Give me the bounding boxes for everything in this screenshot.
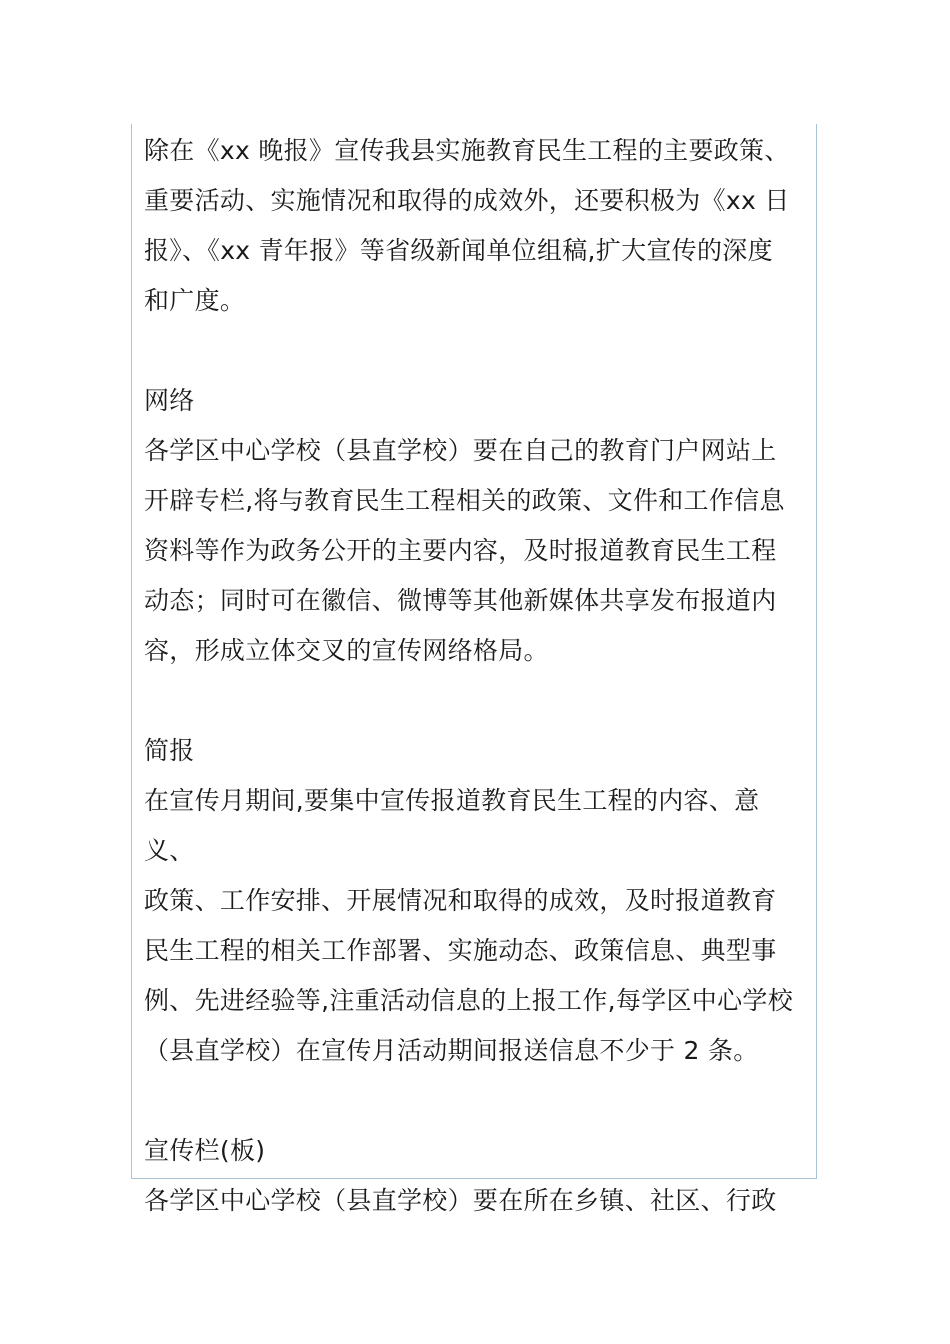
section-board-body: 各学区中心学校（县直学校）要在所在乡镇、社区、行政 xyxy=(144,1186,777,1215)
section-gap xyxy=(144,676,808,726)
section-network-body: 各学区中心学校（县直学校）要在自己的教育门户网站上 开辟专栏,将与教育民生工程相关的政策、文件和工作信息 资料等作为政务公开的主要内容，及时报道教育民生工程 动态；同时可在徽信、微博等其他新媒体共享发布报道内 容，形成立体交叉的宣传网络格局。 xyxy=(144,436,785,665)
document-content xyxy=(144,126,808,1226)
section-board-heading: 宣传栏(板) xyxy=(144,1136,266,1165)
section-newspaper-body: 除在《xx 晚报》宣传我县实施教育民生工程的主要政策、 重要活动、实施情况和取得的成效外，还要积极为《xx 日 报》、《xx 青年报》等省级新闻单位组稿,扩大宣传的深度 和广度。 xyxy=(144,136,790,315)
section-bulletin-heading: 简报 xyxy=(144,736,195,765)
section-network-heading: 网络 xyxy=(144,386,195,415)
section-gap xyxy=(144,1076,808,1126)
section-bulletin-body: 在宣传月期间,要集中宣传报道教育民生工程的内容、意义、 政策、工作安排、开展情况和取得的成效，及时报道教育 民生工程的相关工作部署、实施动态、政策信息、典型事 例、先进经验等,注重活动信息的上报工作,每学区中心学校 （县直学校）在宣传月活动期间报送信息不少于 2 条。 xyxy=(144,786,793,1065)
section-gap xyxy=(144,326,808,376)
